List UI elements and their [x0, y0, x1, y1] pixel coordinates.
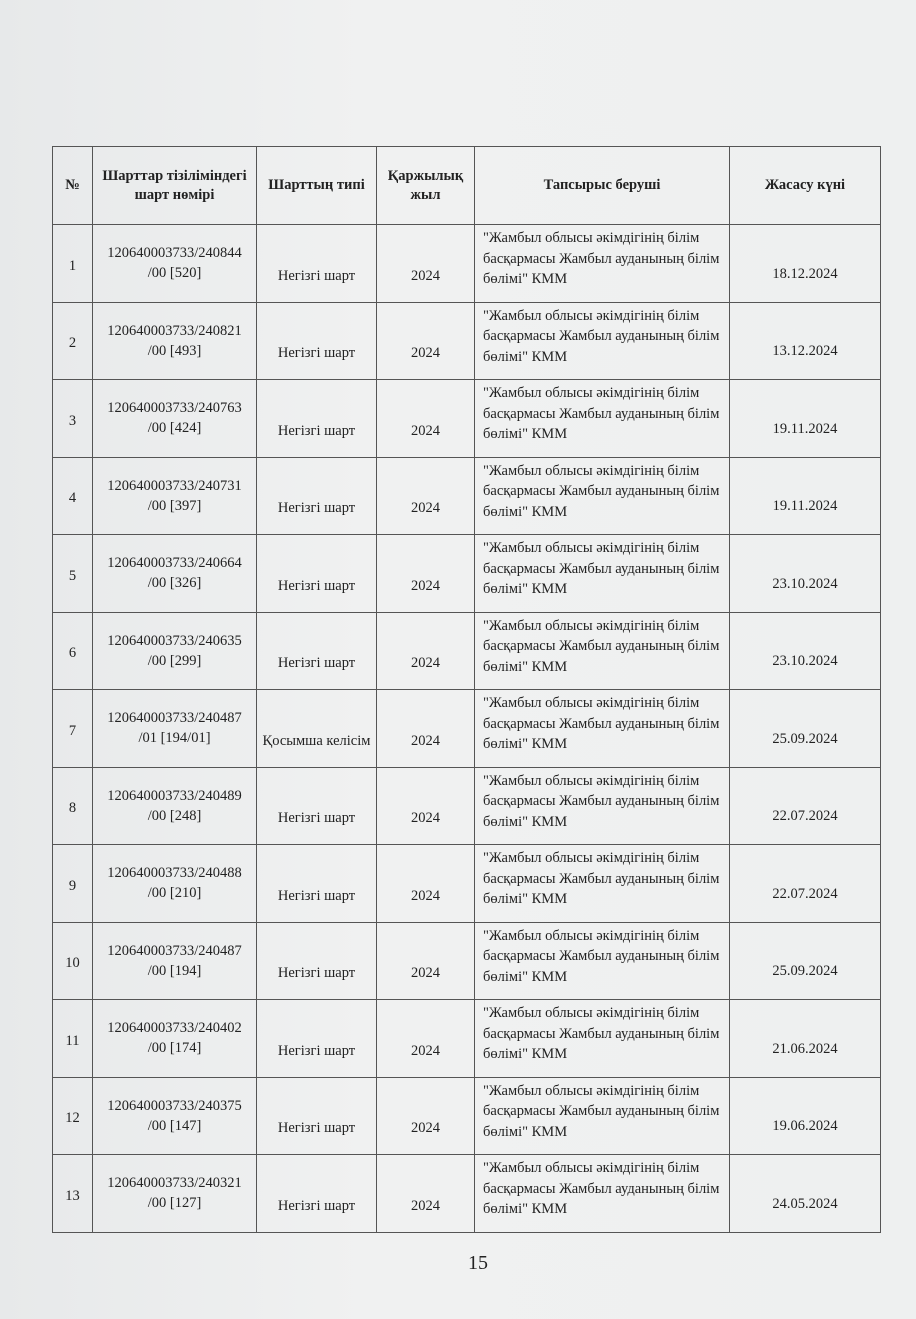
contract-type: Негізгі шарт: [257, 380, 377, 458]
registry-number-part-b: /00 [210]: [147, 885, 202, 901]
row-number: 10: [53, 922, 93, 1000]
conclusion-date: 19.11.2024: [730, 457, 881, 535]
registry-number: [93, 225, 257, 303]
row-number: 5: [53, 535, 93, 613]
registry-number: [93, 380, 257, 458]
registry-number: [93, 690, 257, 768]
header-customer: Тапсырыс беруші: [475, 147, 730, 225]
conclusion-date: 21.06.2024: [730, 1000, 881, 1078]
registry-number: [93, 612, 257, 690]
registry-number-part-a: 120640003733/240821: [107, 322, 242, 339]
registry-number: [93, 302, 257, 380]
row-number: 7: [53, 690, 93, 768]
conclusion-date: 23.10.2024: [730, 535, 881, 613]
contract-type: Негізгі шарт: [257, 1000, 377, 1078]
customer: "Жамбыл облысы әкімдігінің білім басқармасы Жамбыл ауданының білім бөлімі" КММ: [475, 225, 730, 303]
registry-number-part-a: 120640003733/240488: [107, 865, 242, 881]
contract-type: Негізгі шарт: [257, 1077, 377, 1155]
registry-number-part-a: 120640003733/240844: [107, 245, 242, 261]
registry-number-part-a: 120640003733/240763: [107, 400, 242, 416]
conclusion-date: 25.09.2024: [730, 922, 881, 1000]
conclusion-date: 19.06.2024: [730, 1077, 881, 1155]
conclusion-date: 22.07.2024: [730, 767, 881, 845]
contract-type: Негізгі шарт: [257, 457, 377, 535]
table-row: [53, 535, 881, 613]
page-number: 15: [468, 1252, 488, 1274]
customer: "Жамбыл облысы әкімдігінің білім басқармасы Жамбыл ауданының білім бөлімі" КММ: [475, 457, 730, 535]
customer: "Жамбыл облысы әкімдігінің білім басқармасы Жамбыл ауданының білім бөлімі" КММ: [475, 922, 730, 1000]
registry-number-part-a: 120640003733/240664: [107, 555, 242, 571]
row-number: 6: [53, 612, 93, 690]
registry-number: [93, 845, 257, 923]
registry-number-part-a: 120640003733/240402: [107, 1020, 242, 1036]
customer: "Жамбыл облысы әкімдігінің білім басқармасы Жамбыл ауданының білім бөлімі" КММ: [475, 1155, 730, 1233]
header-conclusion-date: Жасасу күні: [730, 147, 881, 225]
financial-year: 2024: [377, 612, 475, 690]
table-body: [53, 225, 881, 1233]
customer: "Жамбыл облысы әкімдігінің білім басқармасы Жамбыл ауданының білім бөлімі" КММ: [475, 612, 730, 690]
contracts-table: [52, 146, 881, 1233]
contract-type: Негізгі шарт: [257, 302, 377, 380]
registry-number-part-b: /00 [174]: [147, 1040, 202, 1056]
conclusion-date: 18.12.2024: [730, 225, 881, 303]
financial-year: 2024: [377, 1155, 475, 1233]
financial-year: 2024: [377, 457, 475, 535]
registry-number-part-a: 120640003733/240487: [107, 710, 242, 726]
conclusion-date: 13.12.2024: [730, 302, 881, 380]
financial-year: 2024: [377, 1000, 475, 1078]
table-row: [53, 612, 881, 690]
contract-type: Қосымша келісім: [257, 690, 377, 768]
customer: "Жамбыл облысы әкімдігінің білім басқармасы Жамбыл ауданының білім бөлімі" КММ: [475, 845, 730, 923]
header-num: №: [53, 147, 93, 225]
registry-number-part-b: /00 [493]: [147, 342, 202, 359]
registry-number-part-b: /00 [127]: [147, 1195, 202, 1211]
registry-number: [93, 767, 257, 845]
row-number: 2: [53, 302, 93, 380]
registry-number: [93, 1000, 257, 1078]
registry-number-part-b: /00 [520]: [147, 265, 202, 281]
financial-year: 2024: [377, 845, 475, 923]
registry-number-part-b: /00 [326]: [147, 575, 202, 591]
row-number: 11: [53, 1000, 93, 1078]
contract-type: Негізгі шарт: [257, 922, 377, 1000]
registry-number-part-b: /00 [248]: [147, 807, 202, 824]
table-row: [53, 302, 881, 380]
financial-year: 2024: [377, 922, 475, 1000]
table-row: [53, 1000, 881, 1078]
table-row: [53, 1155, 881, 1233]
customer: "Жамбыл облысы әкімдігінің білім басқармасы Жамбыл ауданының білім бөлімі" КММ: [475, 380, 730, 458]
row-number: 9: [53, 845, 93, 923]
financial-year: 2024: [377, 1077, 475, 1155]
registry-number-part-a: 120640003733/240321: [107, 1175, 242, 1191]
registry-number: [93, 1077, 257, 1155]
table-row: [53, 380, 881, 458]
table-row: [53, 1077, 881, 1155]
row-number: 3: [53, 380, 93, 458]
registry-number-part-a: 120640003733/240375: [107, 1097, 242, 1114]
customer: "Жамбыл облысы әкімдігінің білім басқармасы Жамбыл ауданының білім бөлімі" КММ: [475, 302, 730, 380]
table-row: [53, 457, 881, 535]
registry-number-part-a: 120640003733/240489: [107, 787, 242, 804]
contract-type: Негізгі шарт: [257, 225, 377, 303]
financial-year: 2024: [377, 767, 475, 845]
table-row: [53, 922, 881, 1000]
contract-type: Негізгі шарт: [257, 535, 377, 613]
row-number: 12: [53, 1077, 93, 1155]
table-row: [53, 767, 881, 845]
registry-number-part-b: /00 [147]: [147, 1117, 202, 1134]
registry-number: [93, 1155, 257, 1233]
conclusion-date: 24.05.2024: [730, 1155, 881, 1233]
contract-type: Негізгі шарт: [257, 767, 377, 845]
row-number: 8: [53, 767, 93, 845]
header-financial-year: Қаржылық жыл: [377, 147, 475, 225]
registry-number-part-b: /00 [299]: [147, 652, 202, 669]
conclusion-date: 22.07.2024: [730, 845, 881, 923]
contract-type: Негізгі шарт: [257, 612, 377, 690]
customer: "Жамбыл облысы әкімдігінің білім басқармасы Жамбыл ауданының білім бөлімі" КММ: [475, 535, 730, 613]
customer: "Жамбыл облысы әкімдігінің білім басқармасы Жамбыл ауданының білім бөлімі" КММ: [475, 1077, 730, 1155]
header-registry-number: Шарттар тізіліміндегі шарт нөмірі: [93, 147, 257, 225]
registry-number-part-b: /00 [194]: [147, 962, 202, 979]
customer: "Жамбыл облысы әкімдігінің білім басқармасы Жамбыл ауданының білім бөлімі" КММ: [475, 1000, 730, 1078]
financial-year: 2024: [377, 225, 475, 303]
financial-year: 2024: [377, 690, 475, 768]
registry-number-part-b: /01 [194/01]: [138, 730, 211, 746]
contract-type: Негізгі шарт: [257, 1155, 377, 1233]
conclusion-date: 23.10.2024: [730, 612, 881, 690]
registry-number: [93, 457, 257, 535]
financial-year: 2024: [377, 302, 475, 380]
registry-number-part-a: 120640003733/240635: [107, 632, 242, 649]
header-contract-type: Шарттың типі: [257, 147, 377, 225]
conclusion-date: 25.09.2024: [730, 690, 881, 768]
table-row: [53, 225, 881, 303]
registry-number: [93, 535, 257, 613]
registry-number-part-b: /00 [424]: [147, 420, 202, 436]
financial-year: 2024: [377, 535, 475, 613]
row-number: 4: [53, 457, 93, 535]
conclusion-date: 19.11.2024: [730, 380, 881, 458]
customer: "Жамбыл облысы әкімдігінің білім басқармасы Жамбыл ауданының білім бөлімі" КММ: [475, 767, 730, 845]
table-header-row: [53, 147, 881, 225]
financial-year: 2024: [377, 380, 475, 458]
row-number: 1: [53, 225, 93, 303]
registry-number-part-b: /00 [397]: [147, 497, 202, 514]
contract-type: Негізгі шарт: [257, 845, 377, 923]
table-row: [53, 690, 881, 768]
registry-number: [93, 922, 257, 1000]
registry-number-part-a: 120640003733/240487: [107, 942, 242, 959]
customer: "Жамбыл облысы әкімдігінің білім басқармасы Жамбыл ауданының білім бөлімі" КММ: [475, 690, 730, 768]
registry-number-part-a: 120640003733/240731: [107, 477, 242, 494]
table-row: [53, 845, 881, 923]
row-number: 13: [53, 1155, 93, 1233]
